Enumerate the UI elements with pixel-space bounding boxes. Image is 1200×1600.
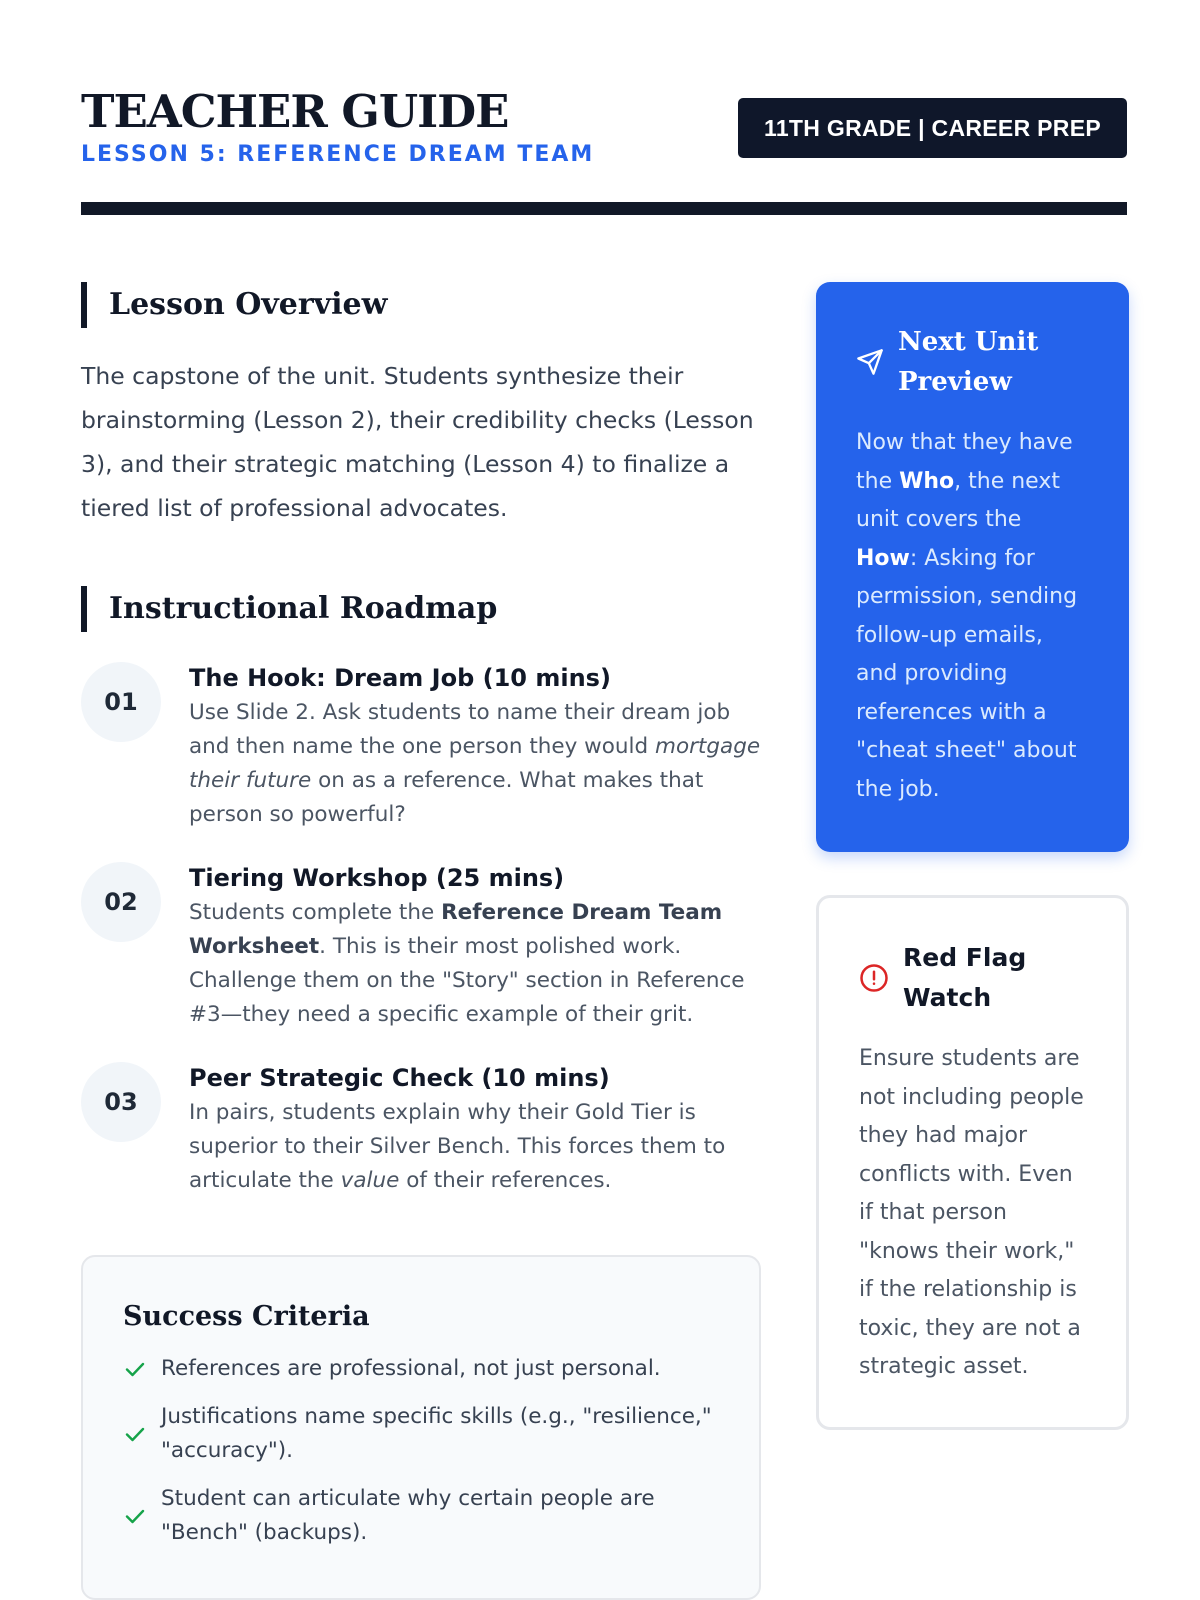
alert-circle-icon <box>859 963 889 993</box>
step-title: Peer Strategic Check (10 mins) <box>189 1064 610 1092</box>
check-icon <box>123 1504 147 1528</box>
step-description: In pairs, students explain why their Gold Tier is superior to their Silver Bench. This forces them to articulate the value of their references. <box>189 1100 726 1193</box>
next-unit-header <box>856 322 1089 402</box>
step-number: 02 <box>81 862 161 942</box>
criteria-text: References are professional, not just personal. <box>161 1356 661 1381</box>
red-flag-card <box>816 895 1129 1430</box>
success-criteria-title: Success Criteria <box>123 1301 370 1332</box>
lesson-subtitle: LESSON 5: REFERENCE DREAM TEAM <box>81 142 595 167</box>
roadmap-step <box>81 662 761 832</box>
criteria-text: Student can articulate why certain people are "Bench" (backups). <box>161 1486 655 1545</box>
main-column <box>81 282 761 1228</box>
overview-text: The capstone of the unit. Students synthesize their brainstorming (Lesson 2), their credibility checks (Lesson 3), and their strategic matching (Lesson 4) to finalize a tiered list of professional advocates. <box>81 362 754 522</box>
step-title: The Hook: Dream Job (10 mins) <box>189 664 611 692</box>
success-criteria-box <box>81 1255 761 1600</box>
roadmap-steps <box>81 662 761 1198</box>
red-flag-text: Ensure students are not including people they had major conflicts with. Even if that person "knows their work," if the relationship is toxic, they are not a strategic asset. <box>859 1046 1084 1379</box>
red-flag-title: Red Flag Watch <box>903 943 1027 1012</box>
next-unit-text: Now that they have the Who, the next unit covers the How: Asking for permission, sending follow-up emails, and providing references with a "cheat sheet" about the job. <box>856 430 1078 802</box>
criteria-item <box>123 1482 719 1550</box>
check-icon <box>123 1357 147 1381</box>
criteria-item <box>123 1352 719 1386</box>
criteria-text: Justifications name specific skills (e.g., "resilience," "accuracy"). <box>161 1404 712 1463</box>
step-title: Tiering Workshop (25 mins) <box>189 864 565 892</box>
grade-badge: 11TH GRADE | CAREER PREP <box>738 98 1127 158</box>
overview-heading: Lesson Overview <box>81 282 761 328</box>
roadmap-heading: Instructional Roadmap <box>81 586 761 632</box>
criteria-item <box>123 1400 719 1468</box>
roadmap-step <box>81 1062 761 1198</box>
page-title: TEACHER GUIDE <box>81 85 509 138</box>
step-description: Students complete the Reference Dream Team Worksheet. This is their most polished work. Challenge them on the "Story" section in Reference #3—they need a specific example of their grit. <box>189 900 745 1027</box>
header-divider <box>81 202 1127 215</box>
step-description: Use Slide 2. Ask students to name their dream job and then name the one person they would mortgage their future on as a reference. What makes that person so powerful? <box>189 700 761 827</box>
next-unit-card <box>816 282 1129 852</box>
send-icon <box>856 348 884 376</box>
check-icon <box>123 1422 147 1446</box>
step-number: 01 <box>81 662 161 742</box>
step-number: 03 <box>81 1062 161 1142</box>
roadmap-step <box>81 862 761 1032</box>
next-unit-title: Next Unit Preview <box>898 327 1039 397</box>
red-flag-header <box>859 938 1086 1018</box>
page-header <box>81 86 1127 167</box>
